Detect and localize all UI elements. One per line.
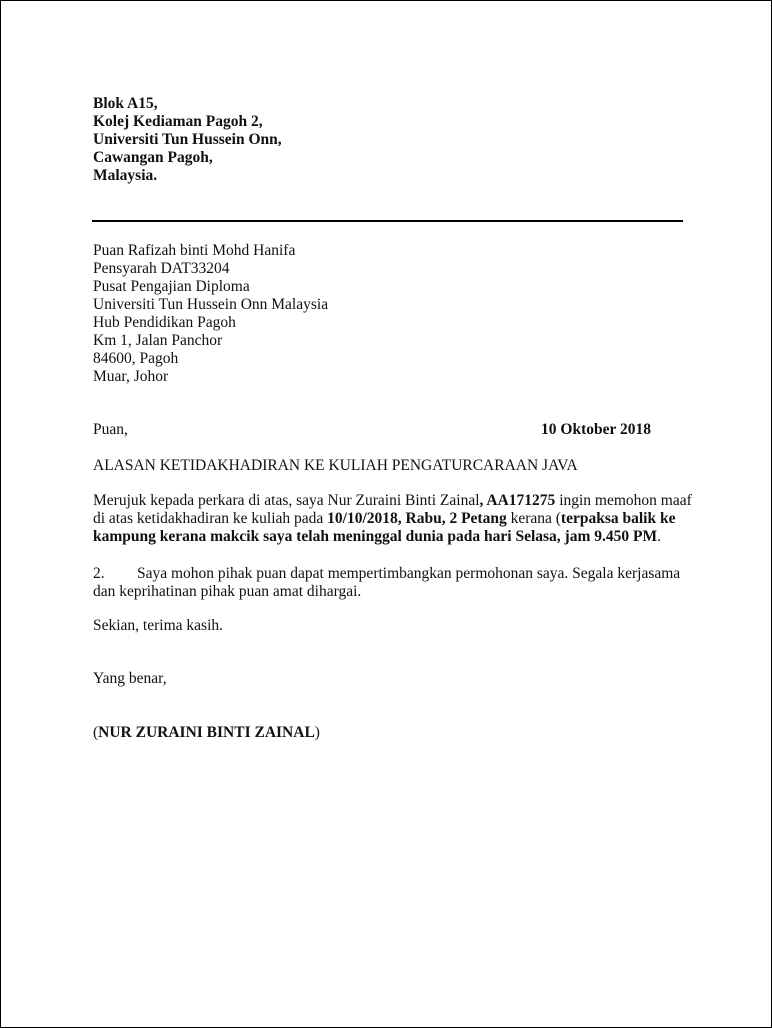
sender-address-line: Universiti Tun Hussein Onn,	[93, 131, 282, 148]
paragraph-number: 2.	[93, 565, 105, 582]
recipient-address-line: Muar, Johor	[93, 368, 169, 385]
paragraph-1	[93, 492, 692, 546]
header-divider	[92, 220, 683, 222]
sender-address	[93, 95, 282, 185]
recipient-address-line: Pusat Pengajian Diploma	[93, 278, 250, 295]
paragraph-1-text: kerana (	[506, 510, 561, 527]
absence-reason: kampung kerana makcik saya telah meninggal dunia pada hari Selasa, jam 9.450 PM	[93, 528, 658, 545]
recipient-address-line: Pensyarah DAT33204	[93, 260, 230, 277]
paragraph-1-text: .	[657, 528, 661, 545]
student-id: , AA171275	[479, 492, 556, 509]
signature-name	[93, 724, 320, 742]
salutation-text: Puan,	[93, 421, 128, 438]
letter-date: 10 Oktober 2018	[541, 421, 651, 438]
sender-address-line: Kolej Kediaman Pagoh 2,	[93, 113, 263, 130]
absence-reason: terpaksa balik ke	[560, 510, 676, 527]
recipient-address-line: Puan Rafizah binti Mohd Hanifa	[93, 242, 296, 259]
paragraph-2-line-1	[93, 565, 680, 583]
recipient-address-line: 84600, Pagoh	[93, 350, 179, 367]
recipient-address-line: Km 1, Jalan Panchor	[93, 332, 223, 349]
paragraph-1-line-3	[93, 528, 692, 546]
paragraph-2-line-2: dan keprihatinan pihak puan amat dihargai.	[93, 583, 362, 600]
sign-off	[93, 670, 167, 688]
signature-line	[93, 724, 320, 742]
paragraph-2-text: Saya mohon pihak puan dapat mempertimbangkan permohonan saya. Segala kerjasama	[137, 565, 681, 582]
signature-bracket: )	[314, 724, 320, 741]
paragraph-2	[93, 565, 680, 601]
recipient-address	[93, 242, 328, 386]
subject-text: ALASAN KETIDAKHADIRAN KE KULIAH PENGATURCARAAN JAVA	[93, 457, 578, 474]
closing-remark	[93, 617, 223, 635]
salutation	[93, 421, 128, 439]
paragraph-1-text: Merujuk kepada perkara di atas, saya Nur Zuraini Binti Zainal	[93, 492, 480, 509]
recipient-address-line: Hub Pendidikan Pagoh	[93, 314, 236, 331]
recipient-address-line: Universiti Tun Hussein Onn Malaysia	[93, 296, 329, 313]
paragraph-1-text: di atas ketidakhadiran ke kuliah pada	[93, 510, 328, 527]
sender-address-line: Blok A15,	[93, 95, 158, 112]
absence-datetime: 10/10/2018, Rabu, 2 Petang	[327, 510, 507, 527]
sender-address-line: Cawangan Pagoh,	[93, 149, 213, 166]
signature-bracket: (	[93, 724, 99, 741]
closing-text: Sekian, terima kasih.	[93, 617, 223, 634]
sign-off-text: Yang benar,	[93, 670, 167, 687]
signer-name: NUR ZURAINI BINTI ZAINAL	[98, 724, 315, 741]
paragraph-1-line-1	[93, 492, 692, 510]
paragraph-1-line-2	[93, 510, 692, 528]
letter-subject	[93, 457, 578, 475]
sender-address-line: Malaysia.	[93, 167, 158, 184]
paragraph-1-text: ingin memohon maaf	[555, 492, 692, 509]
